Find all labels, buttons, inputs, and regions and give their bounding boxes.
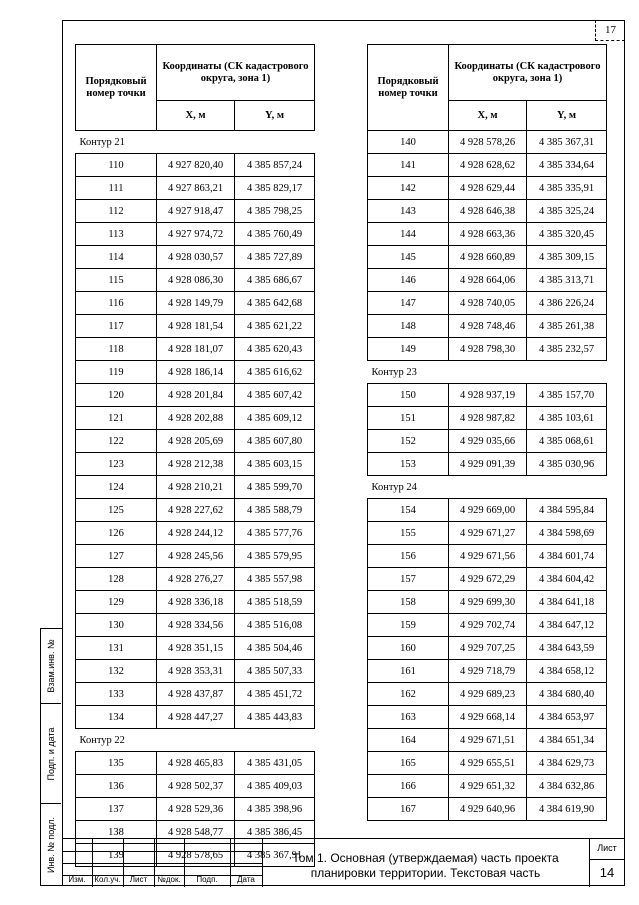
y-coordinate-cell: 4 385 857,24: [235, 154, 315, 177]
x-coordinate-cell: 4 928 447,27: [157, 706, 235, 729]
stamp-label-koluch: Кол.уч.: [94, 875, 121, 884]
table-row: [368, 637, 607, 660]
y-coordinate-cell: 4 385 620,43: [235, 338, 315, 361]
x-coordinate-cell: 4 928 334,56: [157, 614, 235, 637]
x-coordinate-cell: 4 928 548,77: [157, 821, 235, 844]
point-number-cell: 115: [76, 269, 157, 292]
x-coordinate-cell: 4 929 655,51: [449, 752, 527, 775]
contour-label: Контур 21: [79, 136, 125, 148]
x-coordinate-cell: 4 928 987,82: [449, 407, 527, 430]
top-sheet-number: 17: [595, 20, 625, 41]
strip-inv-label: Инв. № подл.: [46, 816, 56, 874]
table-row: [368, 200, 607, 223]
sheet-label: Лист: [597, 843, 617, 853]
point-number-cell: 123: [76, 453, 157, 476]
point-number-cell: 164: [368, 729, 449, 752]
table-row: [368, 729, 607, 752]
contour-label: Контур 23: [371, 366, 417, 378]
y-coordinate-cell: 4 385 599,70: [235, 476, 315, 499]
table-row: [76, 384, 315, 407]
y-coordinate-cell: 4 385 504,46: [235, 637, 315, 660]
y-coordinate-cell: 4 385 507,33: [235, 660, 315, 683]
table-row: [76, 200, 315, 223]
point-number-cell: 150: [368, 384, 449, 407]
x-coordinate-cell: 4 929 640,96: [449, 798, 527, 821]
y-coordinate-cell: 4 385 727,89: [235, 246, 315, 269]
table-row: [368, 568, 607, 591]
y-coordinate-cell: 4 385 367,31: [527, 131, 607, 154]
y-coordinate-cell: 4 385 607,42: [235, 384, 315, 407]
y-coordinate-cell: 4 384 643,59: [527, 637, 607, 660]
table-row: [368, 752, 607, 775]
x-coordinate-cell: 4 929 091,39: [449, 453, 527, 476]
point-number-cell: 138: [76, 821, 157, 844]
point-number-cell: 162: [368, 683, 449, 706]
point-number-cell: 135: [76, 752, 157, 775]
table-row: [76, 614, 315, 637]
point-number-cell: 153: [368, 453, 449, 476]
y-coordinate-cell: 4 385 030,96: [527, 453, 607, 476]
strip-podp-cell: [41, 704, 61, 804]
point-number-cell: 145: [368, 246, 449, 269]
table-row: [76, 338, 315, 361]
table-row: [368, 407, 607, 430]
contour-row: [368, 361, 607, 384]
table-row: [368, 292, 607, 315]
y-coordinate-cell: 4 384 632,86: [527, 775, 607, 798]
table-row: [76, 660, 315, 683]
y-coordinate-cell: 4 385 557,98: [235, 568, 315, 591]
sheet-number: 14: [599, 865, 615, 880]
table-row: [368, 177, 607, 200]
table-row: [368, 453, 607, 476]
coordinates-table-left: [75, 44, 315, 867]
table-row: [76, 223, 315, 246]
table-row: [76, 476, 315, 499]
table-row: [76, 568, 315, 591]
point-number-cell: 128: [76, 568, 157, 591]
table-row: [368, 706, 607, 729]
x-coordinate-cell: 4 929 672,29: [449, 568, 527, 591]
point-number-cell: 158: [368, 591, 449, 614]
table-row: [76, 798, 315, 821]
x-coordinate-cell: 4 928 351,15: [157, 637, 235, 660]
point-number-cell: 127: [76, 545, 157, 568]
point-number-cell: 129: [76, 591, 157, 614]
table-row: [76, 775, 315, 798]
x-coordinate-cell: 4 929 651,32: [449, 775, 527, 798]
point-number-cell: 144: [368, 223, 449, 246]
stamp-label-podp: Подп.: [196, 875, 218, 884]
y-coordinate-cell: 4 385 068,61: [527, 430, 607, 453]
y-coordinate-cell: 4 384 598,69: [527, 522, 607, 545]
table-row: [76, 246, 315, 269]
table-row: [368, 499, 607, 522]
stamp-label-list: Лист: [129, 875, 148, 884]
table-row: [76, 522, 315, 545]
y-coordinate-cell: 4 385 603,15: [235, 453, 315, 476]
x-coordinate-cell: 4 928 205,69: [157, 430, 235, 453]
table-row: [76, 361, 315, 384]
y-coordinate-cell: 4 384 653,97: [527, 706, 607, 729]
point-number-cell: 110: [76, 154, 157, 177]
table-row: [368, 522, 607, 545]
point-number-cell: 142: [368, 177, 449, 200]
point-number-cell: 159: [368, 614, 449, 637]
x-coordinate-cell: 4 928 086,30: [157, 269, 235, 292]
strip-vzam-cell: [41, 629, 61, 704]
x-coordinate-cell: 4 928 578,65: [157, 844, 235, 867]
y-coordinate-cell: 4 384 604,42: [527, 568, 607, 591]
table-row: [76, 430, 315, 453]
sheet-divider: [589, 859, 625, 860]
point-number-cell: 118: [76, 338, 157, 361]
x-coordinate-cell: 4 928 798,30: [449, 338, 527, 361]
point-number-cell: 166: [368, 775, 449, 798]
x-coordinate-cell: 4 927 863,21: [157, 177, 235, 200]
x-coordinate-cell: 4 927 820,40: [157, 154, 235, 177]
table-row: [368, 591, 607, 614]
point-number-cell: 139: [76, 844, 157, 867]
x-coordinate-cell: 4 928 181,54: [157, 315, 235, 338]
table-row: [368, 315, 607, 338]
y-coordinate-cell: 4 385 334,64: [527, 154, 607, 177]
x-coordinate-cell: 4 928 227,62: [157, 499, 235, 522]
y-coordinate-cell: 4 385 386,45: [235, 821, 315, 844]
table-row: [368, 269, 607, 292]
x-coordinate-cell: 4 928 437,87: [157, 683, 235, 706]
point-number-cell: 146: [368, 269, 449, 292]
y-coordinate-cell: 4 385 409,03: [235, 775, 315, 798]
x-coordinate-cell: 4 928 336,18: [157, 591, 235, 614]
x-coordinate-cell: 4 928 578,26: [449, 131, 527, 154]
strip-podp-label: Подп. и дата: [46, 726, 56, 781]
y-coordinate-cell: 4 385 309,15: [527, 246, 607, 269]
x-coordinate-cell: 4 928 210,21: [157, 476, 235, 499]
x-coordinate-cell: 4 928 629,44: [449, 177, 527, 200]
point-number-cell: 148: [368, 315, 449, 338]
point-number-cell: 132: [76, 660, 157, 683]
header-point-no: Порядковый номер точки: [368, 45, 449, 131]
x-coordinate-cell: 4 928 465,83: [157, 752, 235, 775]
y-coordinate-cell: 4 384 601,74: [527, 545, 607, 568]
table-row: [368, 660, 607, 683]
x-coordinate-cell: 4 928 646,38: [449, 200, 527, 223]
table-row: [76, 453, 315, 476]
point-number-cell: 125: [76, 499, 157, 522]
y-coordinate-cell: 4 384 619,90: [527, 798, 607, 821]
header-x: X, м: [449, 101, 527, 131]
y-coordinate-cell: 4 385 686,67: [235, 269, 315, 292]
y-coordinate-cell: 4 385 642,68: [235, 292, 315, 315]
point-number-cell: 155: [368, 522, 449, 545]
y-coordinate-cell: 4 385 398,96: [235, 798, 315, 821]
x-coordinate-cell: 4 928 740,05: [449, 292, 527, 315]
y-coordinate-cell: 4 385 157,70: [527, 384, 607, 407]
table-row: [76, 315, 315, 338]
y-coordinate-cell: 4 385 829,17: [235, 177, 315, 200]
table-row: [76, 637, 315, 660]
point-number-cell: 121: [76, 407, 157, 430]
x-coordinate-cell: 4 928 201,84: [157, 384, 235, 407]
header-coordinates: Координаты (СК кадастрового округа, зона 1): [449, 45, 607, 101]
x-coordinate-cell: 4 928 149,79: [157, 292, 235, 315]
point-number-cell: 161: [368, 660, 449, 683]
table-row: [76, 269, 315, 292]
table-row: [76, 177, 315, 200]
point-number-cell: 119: [76, 361, 157, 384]
point-number-cell: 136: [76, 775, 157, 798]
table-row: [76, 752, 315, 775]
y-coordinate-cell: 4 385 261,38: [527, 315, 607, 338]
x-coordinate-cell: 4 928 937,19: [449, 384, 527, 407]
x-coordinate-cell: 4 928 353,31: [157, 660, 235, 683]
point-number-cell: 165: [368, 752, 449, 775]
y-coordinate-cell: 4 385 103,61: [527, 407, 607, 430]
table-row: [368, 338, 607, 361]
x-coordinate-cell: 4 929 671,27: [449, 522, 527, 545]
y-coordinate-cell: 4 385 451,72: [235, 683, 315, 706]
y-coordinate-cell: 4 384 647,12: [527, 614, 607, 637]
y-coordinate-cell: 4 385 320,45: [527, 223, 607, 246]
point-number-cell: 111: [76, 177, 157, 200]
y-coordinate-cell: 4 385 579,95: [235, 545, 315, 568]
y-coordinate-cell: 4 385 516,08: [235, 614, 315, 637]
point-number-cell: 112: [76, 200, 157, 223]
y-coordinate-cell: 4 385 607,80: [235, 430, 315, 453]
strip-vzam-label: Взам.инв. №: [46, 639, 56, 693]
point-number-cell: 117: [76, 315, 157, 338]
x-coordinate-cell: 4 928 181,07: [157, 338, 235, 361]
header-y: Y, м: [235, 101, 315, 131]
contour-label: Контур 22: [79, 734, 125, 746]
point-number-cell: 134: [76, 706, 157, 729]
x-coordinate-cell: 4 929 718,79: [449, 660, 527, 683]
point-number-cell: 149: [368, 338, 449, 361]
table-row: [76, 706, 315, 729]
point-number-cell: 131: [76, 637, 157, 660]
x-coordinate-cell: 4 928 202,88: [157, 407, 235, 430]
y-coordinate-cell: 4 384 629,73: [527, 752, 607, 775]
point-number-cell: 130: [76, 614, 157, 637]
x-coordinate-cell: 4 928 245,56: [157, 545, 235, 568]
y-coordinate-cell: 4 385 367,91: [235, 844, 315, 867]
x-coordinate-cell: 4 928 628,62: [449, 154, 527, 177]
table-row: [368, 775, 607, 798]
point-number-cell: 156: [368, 545, 449, 568]
y-coordinate-cell: 4 385 798,25: [235, 200, 315, 223]
point-number-cell: 140: [368, 131, 449, 154]
x-coordinate-cell: 4 928 276,27: [157, 568, 235, 591]
point-number-cell: 120: [76, 384, 157, 407]
point-number-cell: 167: [368, 798, 449, 821]
y-coordinate-cell: 4 385 616,62: [235, 361, 315, 384]
point-number-cell: 113: [76, 223, 157, 246]
stamp-label-izm: Изм.: [68, 875, 86, 884]
table-row: [368, 384, 607, 407]
x-coordinate-cell: 4 929 669,00: [449, 499, 527, 522]
y-coordinate-cell: 4 386 226,24: [527, 292, 607, 315]
table-row: [368, 131, 607, 154]
x-coordinate-cell: 4 928 244,12: [157, 522, 235, 545]
point-number-cell: 114: [76, 246, 157, 269]
table-row: [368, 614, 607, 637]
point-number-cell: 160: [368, 637, 449, 660]
table-row: [76, 407, 315, 430]
document-title: Том 1. Основная (утверждаемая) часть проекта планировки территории. Текстовая часть: [292, 851, 559, 880]
table-row: [368, 798, 607, 821]
x-coordinate-cell: 4 928 660,89: [449, 246, 527, 269]
x-coordinate-cell: 4 929 702,74: [449, 614, 527, 637]
point-number-cell: 137: [76, 798, 157, 821]
contour-row: [76, 131, 315, 154]
contour-label: Контур 24: [371, 481, 417, 493]
x-coordinate-cell: 4 929 707,25: [449, 637, 527, 660]
table-row: [368, 246, 607, 269]
x-coordinate-cell: 4 929 671,56: [449, 545, 527, 568]
x-coordinate-cell: 4 928 663,36: [449, 223, 527, 246]
table-row: [368, 154, 607, 177]
y-coordinate-cell: 4 385 760,49: [235, 223, 315, 246]
x-coordinate-cell: 4 929 668,14: [449, 706, 527, 729]
x-coordinate-cell: 4 928 502,37: [157, 775, 235, 798]
x-coordinate-cell: 4 928 529,36: [157, 798, 235, 821]
x-coordinate-cell: 4 927 974,72: [157, 223, 235, 246]
table-row: [76, 545, 315, 568]
y-coordinate-cell: 4 384 641,18: [527, 591, 607, 614]
table-row: [368, 223, 607, 246]
y-coordinate-cell: 4 385 443,83: [235, 706, 315, 729]
point-number-cell: 124: [76, 476, 157, 499]
y-coordinate-cell: 4 385 577,76: [235, 522, 315, 545]
x-coordinate-cell: 4 927 918,47: [157, 200, 235, 223]
point-number-cell: 147: [368, 292, 449, 315]
strip-inv-cell: [41, 804, 61, 886]
table-row: [368, 430, 607, 453]
x-coordinate-cell: 4 929 689,23: [449, 683, 527, 706]
header-x: X, м: [157, 101, 235, 131]
x-coordinate-cell: 4 928 186,14: [157, 361, 235, 384]
point-number-cell: 157: [368, 568, 449, 591]
y-coordinate-cell: 4 384 658,12: [527, 660, 607, 683]
x-coordinate-cell: 4 928 212,38: [157, 453, 235, 476]
x-coordinate-cell: 4 928 664,06: [449, 269, 527, 292]
table-row: [76, 683, 315, 706]
title-block: [62, 838, 625, 886]
y-coordinate-cell: 4 385 431,05: [235, 752, 315, 775]
table-row: [76, 154, 315, 177]
stamp-label-ndok: №док.: [157, 875, 181, 884]
y-coordinate-cell: 4 385 335,91: [527, 177, 607, 200]
y-coordinate-cell: 4 385 518,59: [235, 591, 315, 614]
header-coordinates: Координаты (СК кадастрового округа, зона 1): [157, 45, 315, 101]
binding-strip: [40, 628, 62, 886]
table-row: [76, 292, 315, 315]
point-number-cell: 143: [368, 200, 449, 223]
y-coordinate-cell: 4 385 325,24: [527, 200, 607, 223]
point-number-cell: 126: [76, 522, 157, 545]
y-coordinate-cell: 4 385 313,71: [527, 269, 607, 292]
coordinates-table-right: [367, 44, 607, 821]
table-row: [368, 683, 607, 706]
point-number-cell: 152: [368, 430, 449, 453]
x-coordinate-cell: 4 929 699,30: [449, 591, 527, 614]
contour-row: [76, 729, 315, 752]
point-number-cell: 133: [76, 683, 157, 706]
x-coordinate-cell: 4 928 030,57: [157, 246, 235, 269]
point-number-cell: 141: [368, 154, 449, 177]
y-coordinate-cell: 4 385 232,57: [527, 338, 607, 361]
y-coordinate-cell: 4 384 651,34: [527, 729, 607, 752]
point-number-cell: 163: [368, 706, 449, 729]
contour-row: [368, 476, 607, 499]
y-coordinate-cell: 4 384 680,40: [527, 683, 607, 706]
table-row: [76, 499, 315, 522]
x-coordinate-cell: 4 929 671,51: [449, 729, 527, 752]
y-coordinate-cell: 4 384 595,84: [527, 499, 607, 522]
table-row: [368, 545, 607, 568]
point-number-cell: 116: [76, 292, 157, 315]
stamp-label-data: Дата: [237, 875, 255, 884]
point-number-cell: 154: [368, 499, 449, 522]
header-point-no: Порядковый номер точки: [76, 45, 157, 131]
header-y: Y, м: [527, 101, 607, 131]
point-number-cell: 151: [368, 407, 449, 430]
x-coordinate-cell: 4 928 748,46: [449, 315, 527, 338]
table-row: [76, 591, 315, 614]
y-coordinate-cell: 4 385 588,79: [235, 499, 315, 522]
y-coordinate-cell: 4 385 621,22: [235, 315, 315, 338]
x-coordinate-cell: 4 929 035,66: [449, 430, 527, 453]
y-coordinate-cell: 4 385 609,12: [235, 407, 315, 430]
point-number-cell: 122: [76, 430, 157, 453]
